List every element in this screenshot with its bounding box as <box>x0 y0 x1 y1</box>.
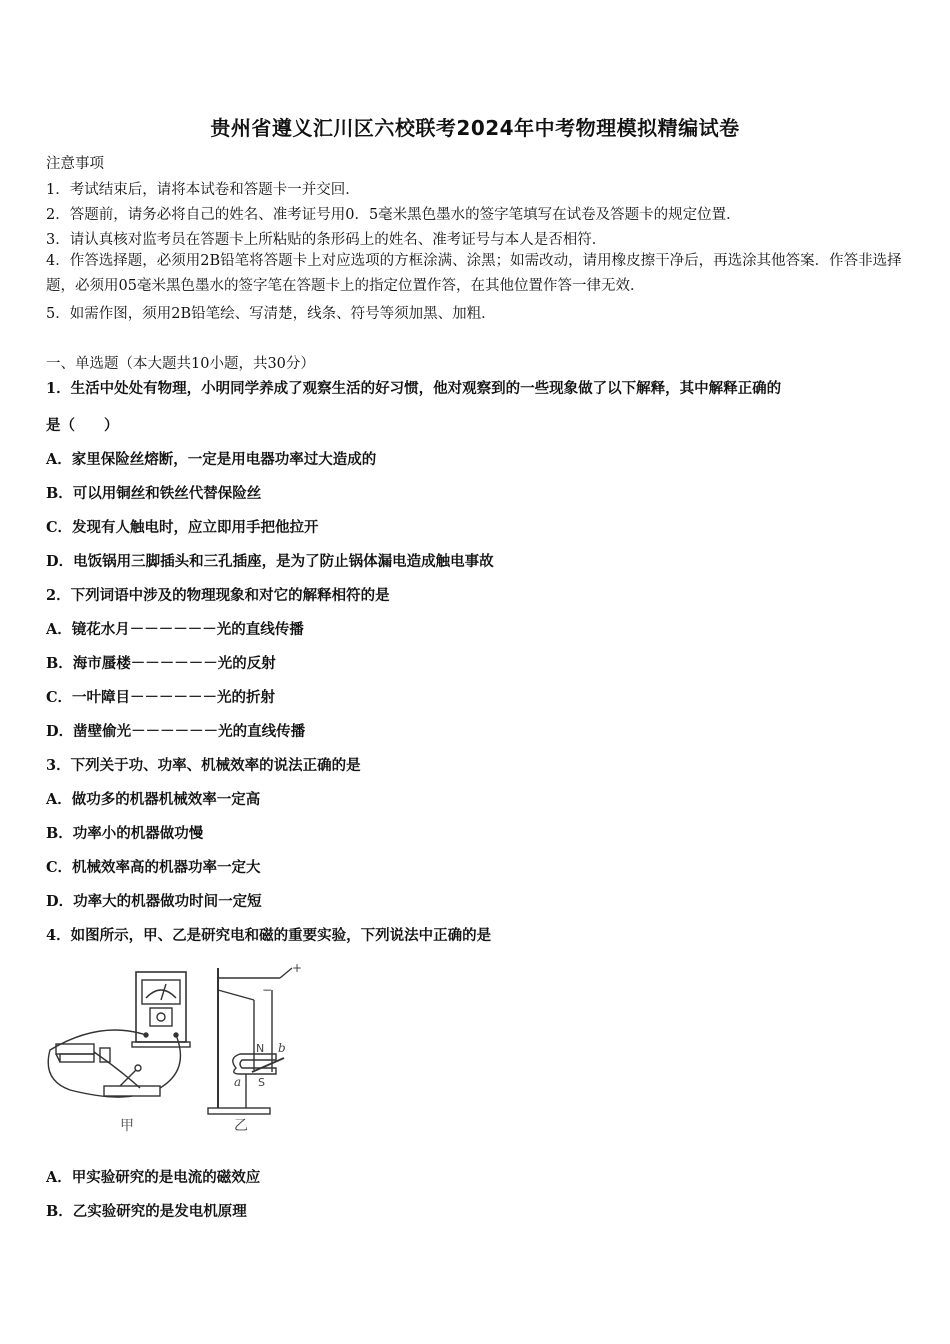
galvanometer-icon <box>132 972 190 1047</box>
question-3-option-a: A．做功多的机器机械效率一定高 <box>46 791 261 808</box>
section-heading: 一、单选题（本大题共10小题，共30分） <box>46 356 315 372</box>
question-4-option-a: A．甲实验研究的是电流的磁效应 <box>46 1169 261 1186</box>
question-2-option-c: C．一叶障目－－－－－－光的折射 <box>46 689 276 706</box>
question-4-stem: 4．如图所示，甲、乙是研究电和磁的重要实验，下列说法中正确的是 <box>46 927 492 944</box>
question-1-option-c: C．发现有人触电时，应立即用手把他拉开 <box>46 519 319 536</box>
notice-item-3: 3．请认真核对监考员在答题卡上所粘贴的条形码上的姓名、准考证号与本人是否相符． <box>46 232 607 248</box>
label-s: S <box>258 1076 265 1089</box>
question-1-stem-cont: 是（ ） <box>46 417 119 434</box>
page-title: 贵州省遵义汇川区六校联考2024年中考物理模拟精编试卷 <box>210 116 740 140</box>
question-3-option-b: B．功率小的机器做功慢 <box>46 825 204 842</box>
notice-item-4: 4．作答选择题，必须用2B铅笔将答题卡上对应选项的方框涂满、涂黑；如需改动，请用橡皮擦干净后，再选涂其他答案．作答非选择题，必须用05毫米黑色墨水的签字笔在答题卡上的指定位置作答，在其他位置作答一律无效． <box>46 253 902 294</box>
label-a: a <box>234 1075 242 1089</box>
question-4-option-b: B．乙实验研究的是发电机原理 <box>46 1203 247 1220</box>
question-3-option-c: C．机械效率高的机器功率一定大 <box>46 859 261 876</box>
question-2-stem: 2．下列词语中涉及的物理现象和对它的解释相符的是 <box>46 587 390 604</box>
question-1-stem: 1．生活中处处有物理，小明同学养成了观察生活的好习惯，他对观察到的一些现象做了以下解释，其中解释正确的 <box>46 380 782 397</box>
question-3-stem: 3．下列关于功、功率、机械效率的说法正确的是 <box>46 757 361 774</box>
figure-label-right: 乙 <box>234 1118 248 1134</box>
question-1-option-b: B．可以用铜丝和铁丝代替保险丝 <box>46 485 262 502</box>
experiment-figure <box>40 960 320 1140</box>
question-1-option-a: A．家里保险丝熔断，一定是用电器功率过大造成的 <box>46 451 377 468</box>
question-2-option-a: A．镜花水月－－－－－－光的直线传播 <box>46 621 304 638</box>
label-plus: + <box>292 961 303 975</box>
question-2-option-b: B．海市蜃楼－－－－－－光的反射 <box>46 655 276 672</box>
label-minus: − <box>262 983 273 997</box>
label-b: b <box>278 1041 286 1055</box>
bar-magnet-icon <box>56 1044 110 1062</box>
label-n: N <box>256 1042 265 1055</box>
question-1-option-d: D．电饭锅用三脚插头和三孔插座，是为了防止锅体漏电造成触电事故 <box>46 553 494 570</box>
figure-label-left: 甲 <box>120 1118 134 1134</box>
notice-item-1: 1．考试结束后，请将本试卷和答题卡一并交回． <box>46 182 360 198</box>
question-3-option-d: D．功率大的机器做功时间一定短 <box>46 893 262 910</box>
notice-item-2: 2．答题前，请务必将自己的姓名、准考证号用0．5毫米黑色墨水的签字笔填写在试卷及答题卡的规定位置． <box>46 207 741 223</box>
notice-heading: 注意事项 <box>46 156 104 172</box>
question-2-option-d: D．凿壁偷光－－－－－－光的直线传播 <box>46 723 306 740</box>
notice-item-5: 5．如需作图，须用2B铅笔绘、写清楚，线条、符号等须加黑、加粗． <box>46 306 496 322</box>
